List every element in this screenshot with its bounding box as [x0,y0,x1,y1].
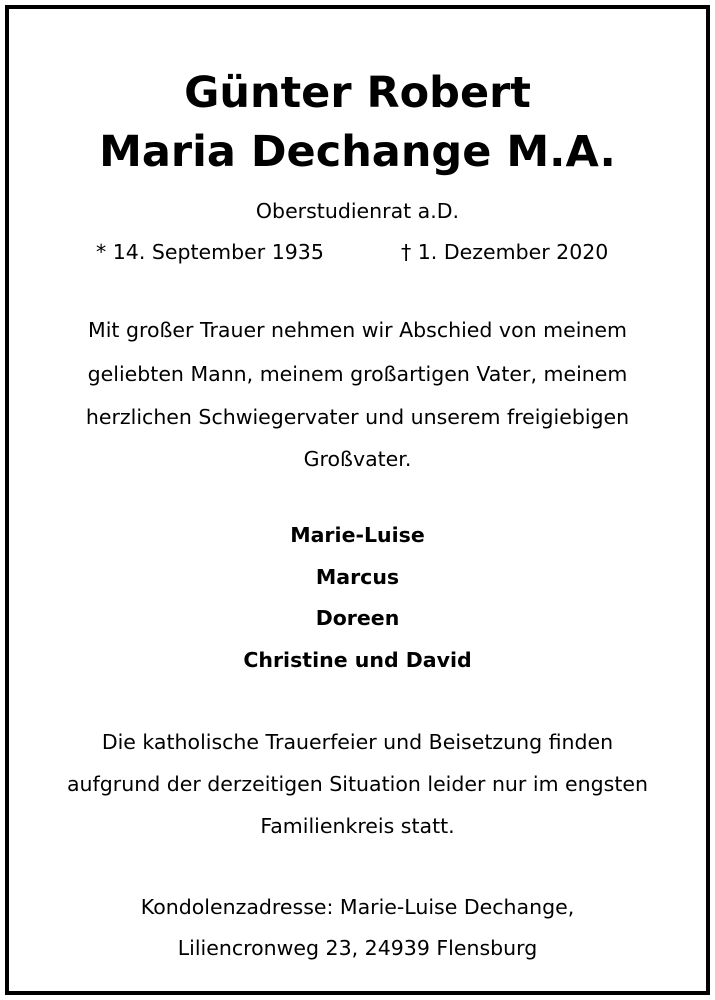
deceased-name-line-2: Maria Dechange M.A. [99,127,616,177]
life-dates [0,238,715,266]
message-line: geliebten Mann, meinem großartigen Vater, meinem [87,362,628,386]
birth-date: * 14. September 1935 [96,240,324,264]
condolence-address-line: Kondolenzadresse: Marie-Luise Dechange, [140,895,575,919]
mourner-name: Doreen [315,606,400,630]
message-line: Großvater. [303,447,412,471]
death-date: † 1. Dezember 2020 [401,240,609,264]
mourner-name: Marcus [315,565,400,589]
mourner-name: Marie-Luise [290,523,425,547]
deceased-title: Oberstudienrat a.D. [255,199,460,223]
funeral-info-line: aufgrund der derzeitigen Situation leider nur im engsten [67,772,648,796]
condolence-address-line: Liliencronweg 23, 24939 Flensburg [177,936,538,960]
funeral-info-line: Die katholische Trauerfeier und Beisetzung finden [101,730,614,754]
message-line: Mit großer Trauer nehmen wir Abschied von meinem [88,318,627,342]
funeral-info-line: Familienkreis statt. [260,814,455,838]
deceased-name-line-1: Günter Robert [184,68,531,118]
message-line: herzlichen Schwiegervater und unserem freigiebigen [85,405,630,429]
mourner-name: Christine und David [243,648,472,672]
